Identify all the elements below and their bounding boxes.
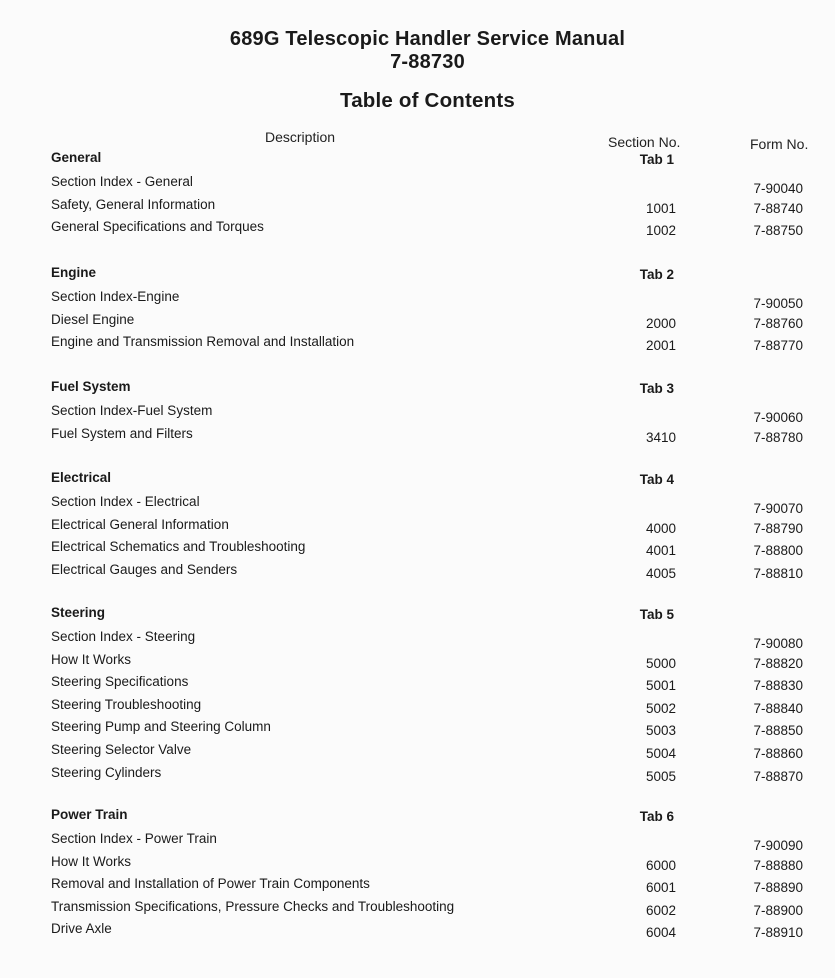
entry-form-number: 7-88860 (753, 746, 803, 761)
entry-form-number: 7-90080 (753, 636, 803, 651)
toc-entry (0, 289, 835, 309)
entry-section-number: 1001 (645, 200, 676, 216)
entry-description: Steering Troubleshooting (51, 696, 202, 712)
entry-form-number: 7-88810 (753, 565, 803, 581)
toc-entry (0, 174, 835, 194)
entry-description: Electrical Gauges and Senders (51, 561, 238, 577)
section-name: General (51, 150, 102, 165)
entry-section-number: 6004 (645, 925, 676, 941)
column-header-form-no: Form No. (750, 136, 809, 152)
entry-section-number: 5002 (645, 700, 676, 716)
entry-form-number: 7-88880 (753, 857, 803, 873)
section-heading (0, 265, 835, 285)
entry-description: Transmission Specifications, Pressure Checks and Troubleshooting (51, 898, 455, 914)
toc-entry (0, 629, 835, 649)
toc-entry (0, 674, 835, 694)
entry-description: Section Index - Electrical (51, 494, 200, 509)
entry-form-number: 7-88770 (753, 338, 803, 354)
toc-entry (0, 403, 835, 423)
entry-form-number: 7-90050 (753, 296, 803, 311)
entry-description: Safety, General Information (51, 196, 216, 212)
toc-entry (0, 719, 835, 739)
toc-entry (0, 334, 835, 354)
entry-description: Steering Selector Valve (51, 742, 192, 757)
entry-form-number: 7-88740 (753, 200, 803, 216)
section-tab: Tab 6 (639, 809, 674, 824)
entry-form-number: 7-88800 (753, 543, 803, 559)
section-tab: Tab 4 (639, 472, 674, 487)
entry-form-number: 7-88760 (753, 315, 803, 331)
entry-section-number: 4001 (645, 543, 676, 559)
entry-description: How It Works (51, 651, 132, 667)
section-heading (0, 470, 835, 490)
entry-section-number: 5004 (645, 746, 676, 761)
toc-entry (0, 697, 835, 717)
entry-description: Section Index-Fuel System (51, 403, 213, 418)
section-tab: Tab 5 (639, 607, 674, 622)
toc-entry (0, 831, 835, 851)
entry-section-number: 3410 (645, 429, 676, 445)
entry-section-number: 2001 (645, 338, 676, 354)
section-tab: Tab 3 (639, 381, 674, 396)
entry-description: Steering Cylinders (51, 764, 162, 780)
entry-section-number: 4000 (645, 520, 676, 536)
entry-description: Section Index-Engine (51, 289, 180, 304)
column-header-section-no: Section No. (608, 134, 681, 150)
toc-entry (0, 765, 835, 785)
section-tab: Tab 1 (639, 152, 674, 167)
entry-section-number: 4005 (645, 565, 676, 581)
section-tab: Tab 2 (639, 267, 674, 282)
entry-form-number: 7-88840 (753, 700, 803, 716)
entry-description: Electrical General Information (51, 516, 229, 532)
entry-section-number: 6001 (645, 880, 676, 896)
toc-entry (0, 652, 835, 672)
entry-section-number: 5001 (645, 678, 676, 694)
entry-form-number: 7-88790 (753, 520, 803, 536)
entry-section-number: 1002 (645, 223, 676, 239)
entry-description: Drive Axle (51, 921, 112, 937)
manual-form-number: 7-88730 (390, 51, 465, 73)
entry-section-number: 5005 (645, 768, 676, 784)
toc-entry (0, 742, 835, 762)
section-heading (0, 150, 835, 170)
section-name: Electrical (51, 470, 112, 485)
toc-entry (0, 899, 835, 919)
entry-description: Fuel System and Filters (51, 425, 193, 441)
toc-entry (0, 876, 835, 896)
column-header-description: Description (265, 129, 336, 145)
entry-form-number: 7-88910 (753, 925, 803, 941)
section-heading (0, 379, 835, 399)
toc-entry (0, 197, 835, 217)
entry-description: Section Index - General (51, 174, 193, 189)
toc-entry (0, 921, 835, 941)
entry-section-number: 5003 (645, 723, 676, 739)
entry-form-number: 7-88900 (753, 902, 803, 918)
entry-form-number: 7-88830 (753, 678, 803, 694)
entry-form-number: 7-90070 (753, 501, 803, 516)
entry-description: Section Index - Steering (51, 629, 196, 644)
toc-entry (0, 219, 835, 239)
entry-form-number: 7-88890 (753, 880, 803, 896)
entry-description: Section Index - Power Train (51, 831, 217, 846)
entry-form-number: 7-90060 (753, 410, 803, 425)
toc-entry (0, 854, 835, 874)
entry-section-number: 2000 (645, 315, 676, 331)
manual-title: 689G Telescopic Handler Service Manual (229, 28, 626, 50)
toc-entry (0, 312, 835, 332)
entry-description: General Specifications and Torques (51, 219, 264, 235)
section-heading (0, 807, 835, 827)
entry-description: Steering Pump and Steering Column (51, 719, 271, 735)
entry-form-number: 7-90090 (753, 838, 803, 853)
entry-form-number: 7-90040 (753, 181, 803, 196)
entry-description: How It Works (51, 853, 132, 869)
entry-form-number: 7-88870 (753, 768, 803, 784)
entry-section-number: 6000 (645, 857, 676, 873)
entry-description: Removal and Installation of Power Train Components (51, 876, 370, 892)
section-name: Power Train (51, 807, 128, 822)
section-name: Steering (51, 605, 106, 620)
toc-entry (0, 562, 835, 582)
entry-description: Diesel Engine (51, 311, 135, 327)
entry-form-number: 7-88850 (753, 723, 803, 739)
toc-heading: Table of Contents (340, 89, 515, 112)
entry-form-number: 7-88820 (753, 655, 803, 671)
toc-entry (0, 517, 835, 537)
entry-description: Steering Specifications (51, 674, 189, 690)
entry-description: Electrical Schematics and Troubleshooting (51, 539, 306, 555)
section-heading (0, 605, 835, 625)
toc-entry (0, 539, 835, 559)
entry-form-number: 7-88780 (753, 429, 803, 445)
toc-entry (0, 426, 835, 446)
entry-section-number: 5000 (645, 655, 676, 671)
toc-entry (0, 494, 835, 514)
entry-description: Engine and Transmission Removal and Installation (51, 334, 355, 350)
section-name: Engine (51, 265, 97, 280)
entry-form-number: 7-88750 (753, 223, 803, 239)
section-name: Fuel System (51, 379, 131, 394)
entry-section-number: 6002 (645, 902, 676, 918)
